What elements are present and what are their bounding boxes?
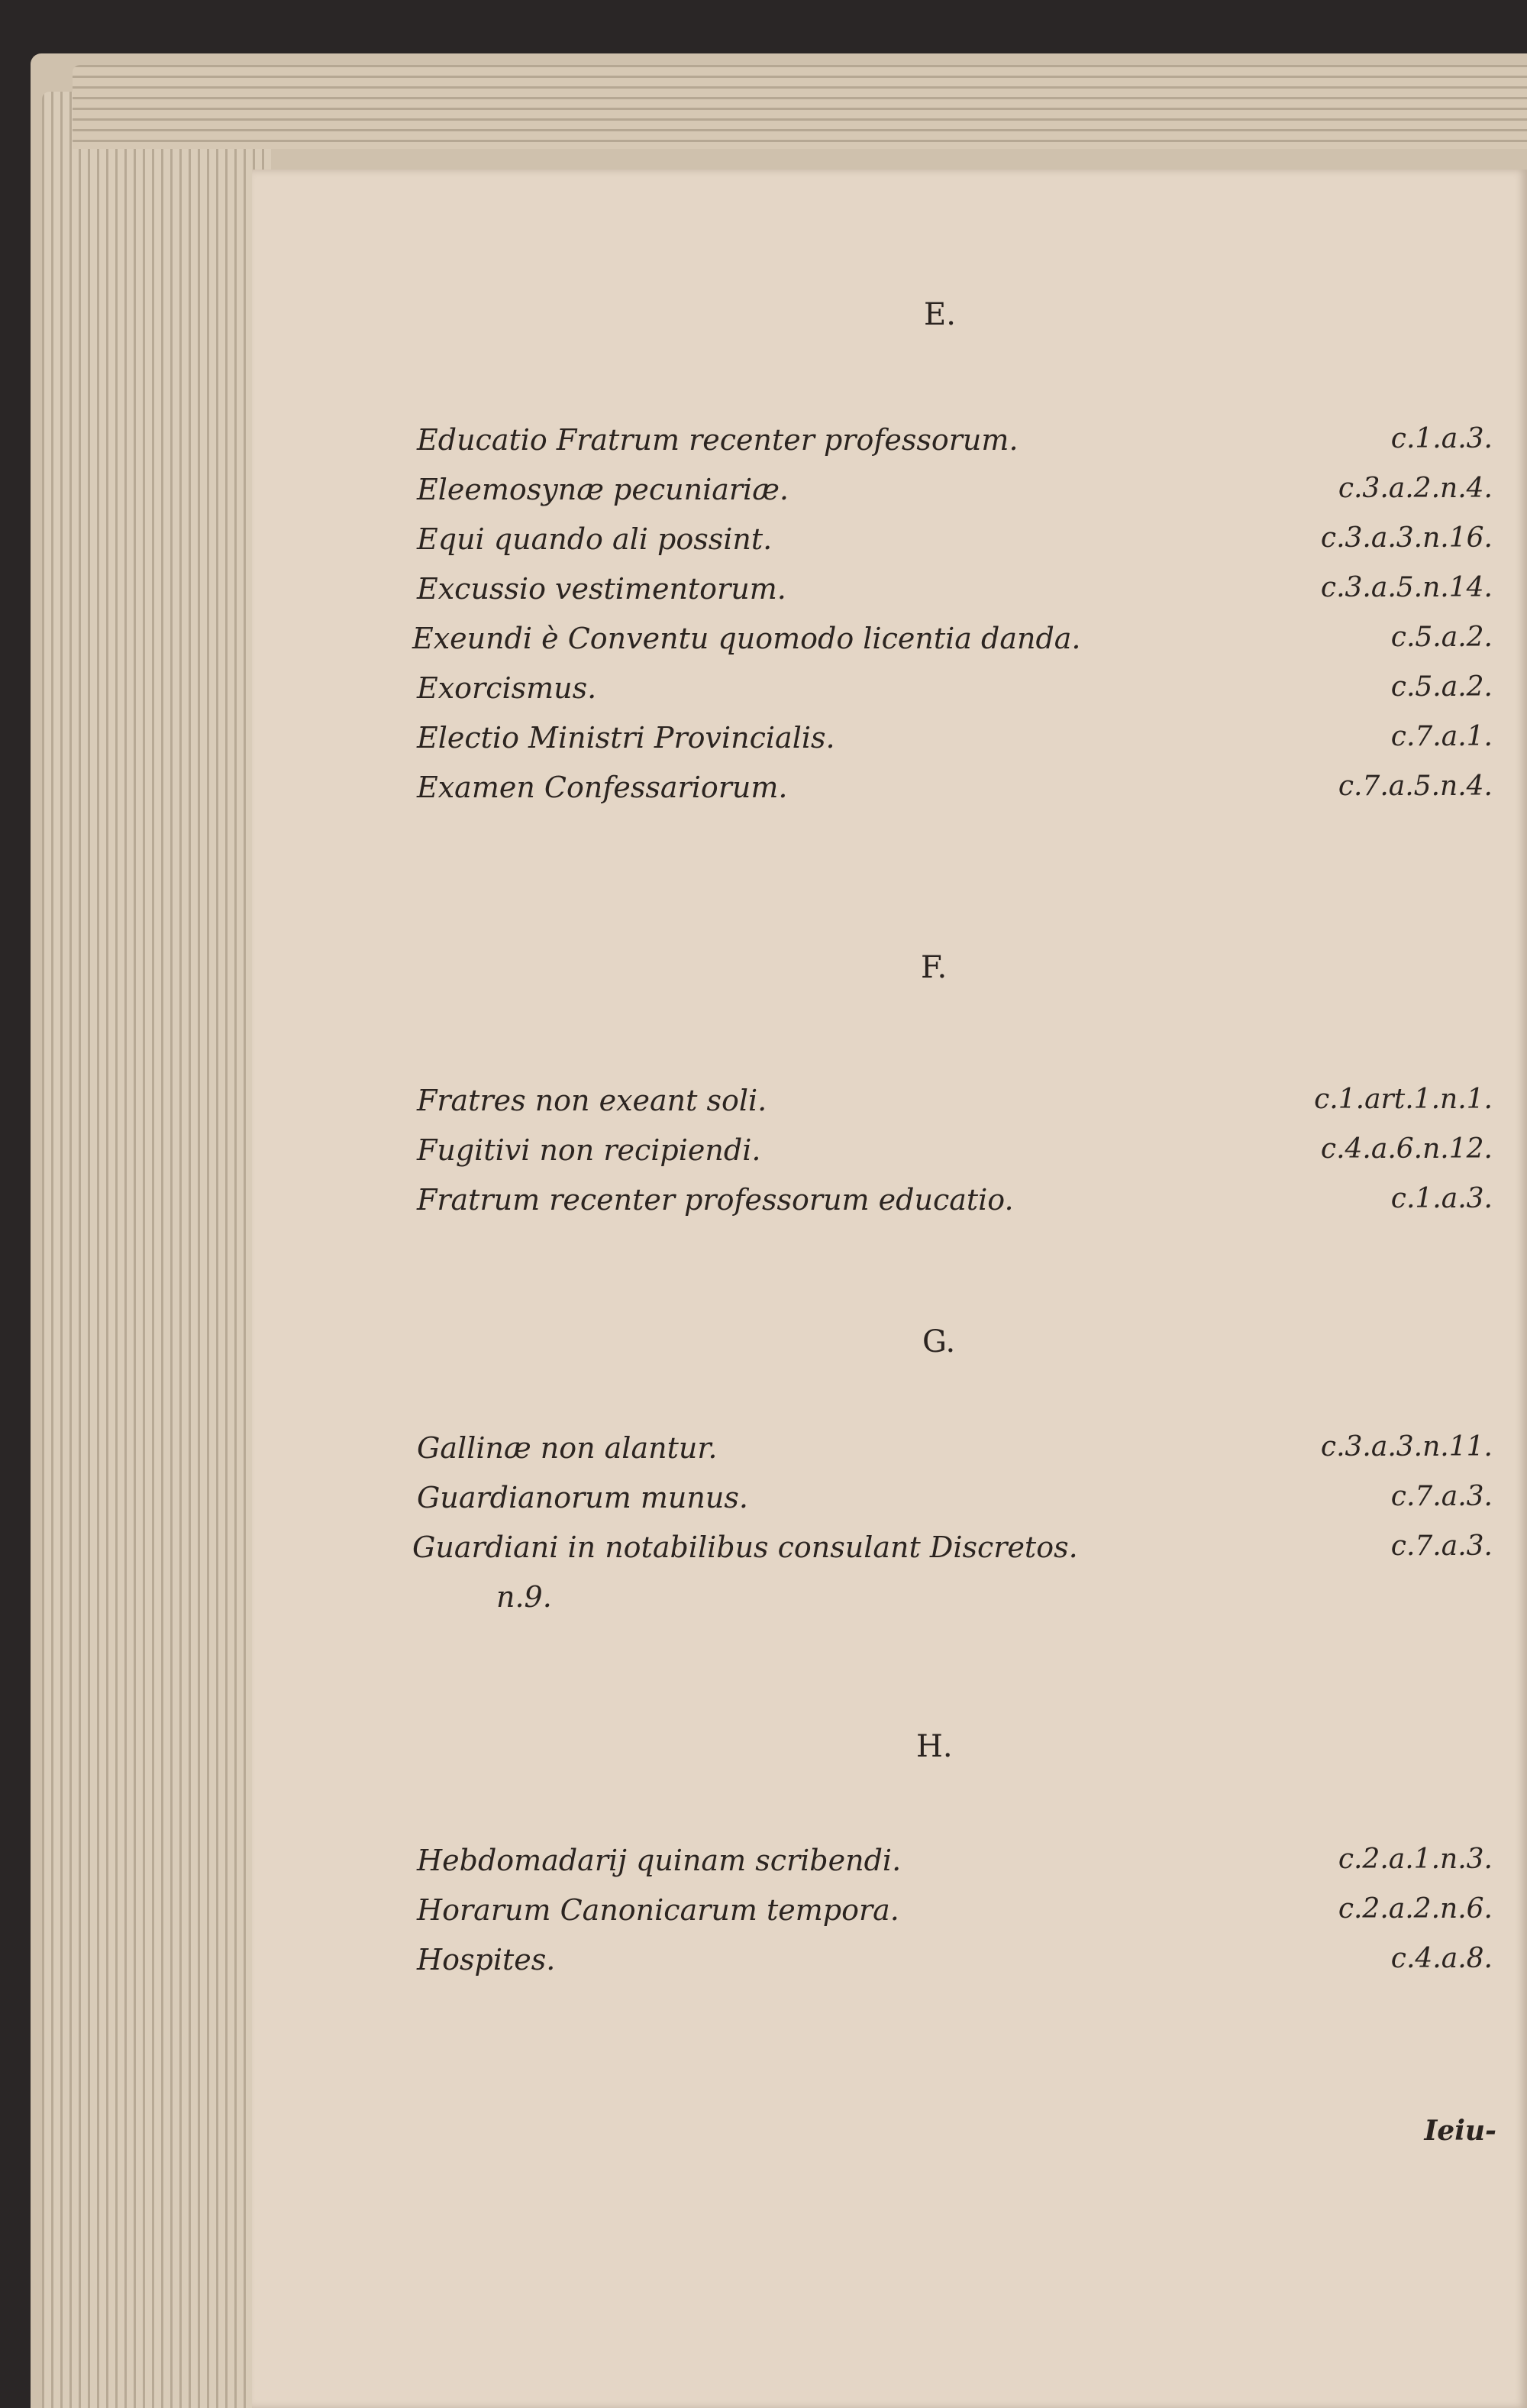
entry-title: Equi quando ali possint. [417, 522, 773, 556]
section-heading-g: G. [922, 1324, 956, 1359]
entry-title: Hospites. [417, 1943, 556, 1976]
section-heading-f: F. [921, 950, 948, 985]
entry-ref: c.3.a.5.n.14. [1320, 572, 1493, 603]
entry-title: Fratres non exeant soli. [417, 1084, 767, 1117]
entry-ref: c.2.a.1.n.3. [1338, 1844, 1493, 1875]
entry-ref: c.1.art.1.n.1. [1314, 1084, 1493, 1115]
entry-continuation: n.9. [496, 1580, 552, 1614]
entry-ref: c.5.a.2. [1390, 671, 1493, 703]
entry-ref: c.3.a.3.n.11. [1320, 1431, 1493, 1463]
entry-ref: c.7.a.5.n.4. [1338, 771, 1493, 802]
entry-title: Excussio vestimentorum. [417, 572, 786, 606]
entry-title: Horarum Canonicarum tempora. [417, 1893, 899, 1927]
section-heading-e: E. [924, 297, 956, 332]
entry-ref: c.3.a.2.n.4. [1338, 473, 1493, 504]
entry-ref: c.1.a.3. [1390, 1183, 1493, 1214]
entry-title: Electio Ministri Provincialis. [417, 721, 835, 755]
entry-ref: c.1.a.3. [1390, 423, 1493, 454]
entry-title: Gallinæ non alantur. [417, 1431, 718, 1465]
entry-ref: c.7.a.3. [1390, 1530, 1493, 1562]
entry-ref: c.2.a.2.n.6. [1338, 1893, 1493, 1925]
entry-ref: c.7.a.1. [1390, 721, 1493, 752]
entry-title: Fugitivi non recipiendi. [417, 1133, 761, 1167]
entry-ref: c.4.a.6.n.12. [1320, 1133, 1493, 1165]
entry-ref: c.7.a.3. [1390, 1481, 1493, 1512]
entry-ref: c.3.a.3.n.16. [1320, 522, 1493, 554]
page-stack-top [73, 65, 1527, 149]
section-heading-h: H. [916, 1729, 953, 1764]
entry-title: Examen Confessariorum. [417, 771, 788, 804]
page-stack-left [42, 92, 271, 2408]
entry-title: Fratrum recenter professorum educatio. [417, 1183, 1014, 1217]
index-page [252, 170, 1527, 2408]
entry-ref: c.4.a.8. [1390, 1943, 1493, 1974]
entry-title: Exorcismus. [417, 671, 597, 705]
entry-ref: c.5.a.2. [1390, 622, 1493, 653]
entry-title: Eleemosynæ pecuniariæ. [417, 473, 789, 506]
entry-title: Educatio Fratrum recenter professorum. [417, 423, 1019, 457]
entry-title: Guardiani in notabilibus consulant Discretos. [412, 1530, 1078, 1564]
entry-title: Hebdomadarij quinam scribendi. [417, 1844, 902, 1877]
catchword: Ieiu- [1424, 2115, 1496, 2147]
entry-title: Guardianorum munus. [417, 1481, 748, 1514]
entry-title: Exeundi è Conventu quomodo licentia danda. [412, 622, 1081, 655]
